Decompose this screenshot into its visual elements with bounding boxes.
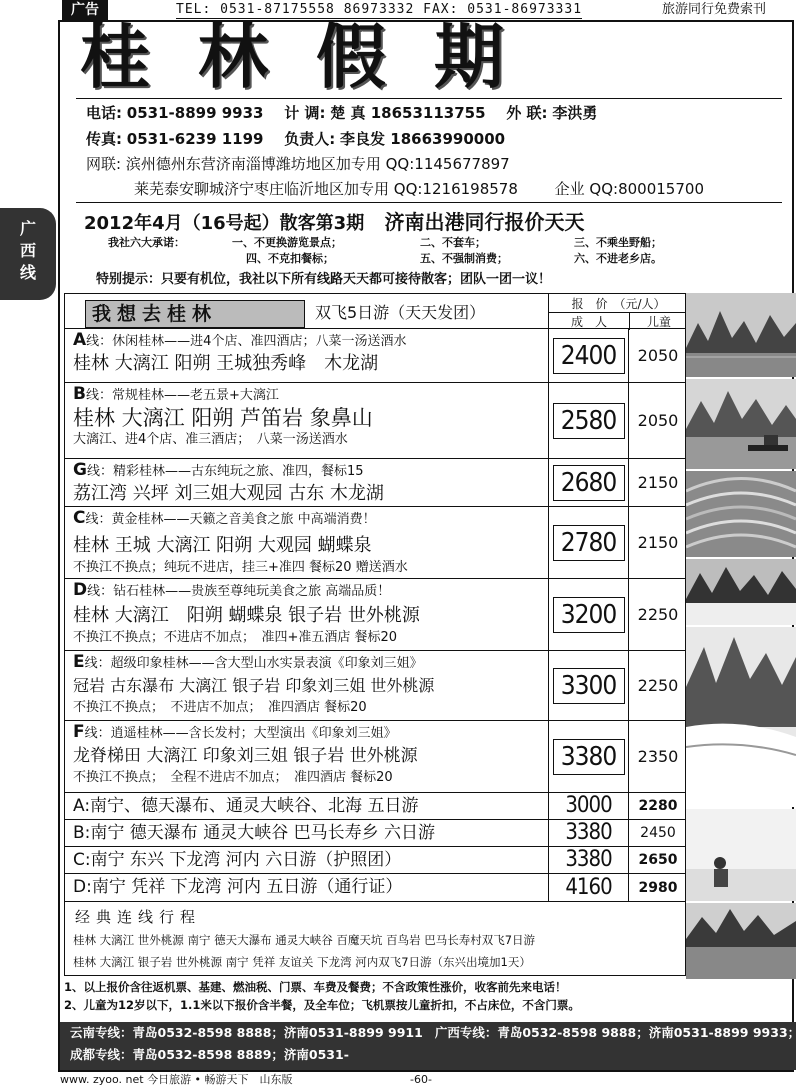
route-sights: 桂林 大漓江 阳朔 王城独秀峰 木龙湖: [73, 353, 379, 374]
hotline-row-1: [70, 1022, 800, 1044]
route-terms: 不换江不换点； 不进店不加点； 准四酒店 餐标20: [73, 700, 367, 715]
promise-4: 四、不克扣餐标；: [246, 252, 334, 265]
departure-headline: 济南出港同行报价天天: [384, 210, 585, 234]
yunnan-hotline: 云南专线：青岛0532-8598 8888；济南0531-8899 9911: [70, 1025, 423, 1040]
adult-price-cell: [548, 651, 628, 720]
contact-row-1: [86, 102, 597, 124]
footer: [60, 1072, 800, 1087]
promise-5: 五、不强制消费；: [420, 252, 508, 265]
child-price: 2050: [628, 329, 686, 382]
route-summary: D线：钻石桂林——贵族至尊纯玩美食之旅 高端品质！: [73, 580, 391, 600]
adult-price-cell: [548, 793, 628, 819]
page-number: -60-: [410, 1073, 432, 1086]
karst-peaks-photo: [686, 627, 796, 807]
price-header: [548, 294, 687, 330]
phone-value: 0531-8899 9933: [126, 104, 264, 122]
scenery-photos: [686, 293, 796, 981]
adult-price: 3380: [565, 847, 612, 872]
divider: [76, 202, 782, 203]
adult-price-cell: [548, 820, 628, 846]
route-sights: 桂林 大漓江 阳朔 蝴蝶泉 银子岩 世外桃源: [73, 605, 420, 626]
route-terms: 大漓江、进4个店、准三酒店； 八菜一汤送酒水: [73, 432, 348, 447]
footer-site: www. zyoo. net 今日旅游 • 畅游天下 山东版: [60, 1073, 293, 1086]
route-summary: A线：休闲桂林——进4个店、准四酒店；八菜一汤送酒水: [73, 330, 407, 350]
contact-row-3: [86, 153, 510, 175]
fax-value: 0531-6239 1199: [126, 130, 264, 148]
route-row-g: [64, 459, 686, 507]
chengdu-hotline: 成都专线：青岛0532-8598 8889；济南0531-: [70, 1047, 349, 1062]
classic-line-1: 桂林 大漓江 世外桃源 南宁 德天大瀑布 通灵大峡谷 百魔天坑 百鸟岩 巴马长寿村双飞7日游: [73, 933, 536, 947]
route-sights: 龙脊梯田 大漓江 印象刘三姐 银子岩 世外桃源: [73, 746, 418, 766]
route-summary: B线：常规桂林——老五景+大漓江: [73, 384, 279, 404]
foreign-label: 外 联:: [506, 104, 548, 122]
route-sights: A:南宁、德天瀑布、通灵大峡谷、北海 五日游: [73, 796, 419, 816]
child-price: 2050: [628, 383, 686, 458]
adult-price: 2400: [553, 338, 625, 374]
note-2: 2、儿童为12岁以下，1.1米以下报价含半餐，及全车位；飞机票按儿童折扣，不占床位，不含门票。: [64, 998, 580, 1012]
short-route-a: [64, 793, 686, 820]
promise-2: 二、不套车；: [420, 236, 486, 249]
adult-label: 成 人: [549, 312, 629, 330]
short-route-b: [64, 820, 686, 847]
classic-line-2: 桂林 大漓江 银子岩 世外桃源 南宁 凭祥 友谊关 下龙湾 河内双飞7日游（东兴出境加1天）: [73, 955, 531, 969]
rice-terrace-photo: [686, 471, 796, 557]
route-row-d: [64, 579, 686, 651]
owner-value: 李良发 18663990000: [340, 130, 506, 148]
short-route-d: [64, 874, 686, 902]
adult-price-cell: [548, 507, 628, 578]
route-summary: G线：精彩桂林——古东纯玩之旅、准四，餐标15: [73, 460, 364, 480]
li-river-photo: [686, 559, 796, 625]
foreign-value: 李洪勇: [552, 104, 598, 122]
sidetab-char-1: 广: [19, 219, 36, 238]
beach-photo: [686, 809, 796, 901]
adult-price-cell: [548, 721, 628, 792]
tour-table-header: [64, 293, 686, 329]
adult-price-cell: [548, 579, 628, 650]
promise-3: 三、不乘坐野船；: [574, 236, 662, 249]
guangxi-line-tab: [0, 208, 56, 300]
guangxi-hotline: 广西专线：青岛0532-8598 9888；济南0531-8899 9933；: [434, 1025, 800, 1040]
route-sights: C:南宁 东兴 下龙湾 河内 六日游（护照团）: [73, 850, 402, 870]
fax-label: 传真:: [86, 130, 122, 148]
route-row-a: [64, 329, 686, 383]
classic-routes: [64, 902, 686, 976]
adult-price: 4160: [565, 874, 612, 900]
route-summary: F线：逍遥桂林——含长发村；大型演出《印象刘三姐》: [73, 722, 397, 742]
promise-intro: 我社六大承诺：: [108, 236, 185, 249]
brand-title: 桂林假期: [80, 15, 552, 98]
route-row-b: [64, 383, 686, 459]
route-sights: 桂林 王城 大漓江 阳朔 大观园 蝴蝶泉: [73, 535, 372, 556]
adult-price: 3200: [553, 597, 625, 633]
net2-value: 莱芜泰安聊城济宁枣庄临沂地区加专用 QQ:1216198578: [134, 180, 518, 198]
net-label: 网联:: [86, 155, 122, 173]
adult-price: 2580: [553, 403, 625, 439]
route-summary: C线：黄金桂林——天籁之音美食之旅 中高端消费！: [73, 508, 376, 528]
adult-price: 3380: [565, 820, 612, 845]
sidetab-char-2: 西: [19, 241, 36, 260]
route-terms: 不换江不换点；纯玩不进店，挂三+准四 餐标20 赠送酒水: [73, 560, 408, 575]
bamboo-raft-photo: [686, 379, 796, 469]
adult-price: 2780: [553, 525, 625, 561]
child-price: 2980: [628, 874, 686, 901]
child-price: 2250: [628, 651, 686, 720]
river-sunset-photo: [686, 903, 796, 979]
note-1: 1、以上报价含往返机票、基建、燃油税、门票、车费及餐费；不含政策性涨价，收客前先来电话！: [64, 980, 567, 994]
karst-river-photo: [686, 293, 796, 377]
short-route-c: [64, 847, 686, 874]
route-row-f: [64, 721, 686, 793]
route-sights: 荔江湾 兴坪 刘三姐大观园 古东 木龙湖: [73, 483, 384, 504]
table-subtitle: 双飞5日游（天天发团）: [315, 303, 486, 322]
special-notice: 特别提示：只要有机位，我社以下所有线路天天都可接待散客；团队一团一议！: [96, 272, 552, 287]
route-sights: 桂林 大漓江 阳朔 芦笛岩 象鼻山: [73, 406, 373, 430]
tel-fax: TEL: 0531-87175558 86973332 FAX: 0531-86973331: [176, 2, 583, 17]
child-price: 2150: [628, 507, 686, 578]
route-row-c: [64, 507, 686, 579]
child-label: 儿童: [629, 312, 688, 330]
adult-price-cell: [548, 847, 628, 873]
route-row-e: [64, 651, 686, 721]
promise-6: 六、不进老乡店。: [574, 252, 662, 265]
adult-price-cell: [548, 459, 628, 506]
divider: [76, 98, 782, 99]
ad-tag: 广告: [62, 0, 108, 20]
child-price: 2450: [628, 820, 686, 846]
classic-title: 经典连线行程: [75, 908, 202, 926]
issue-headline: [84, 206, 584, 235]
adult-price: 3300: [553, 668, 625, 704]
child-price: 2150: [628, 459, 686, 506]
adult-price: 3380: [553, 739, 625, 775]
adult-price-cell: [548, 329, 628, 382]
child-price: 2650: [628, 847, 686, 873]
route-sights: 冠岩 古东瀑布 大漓江 银子岩 印象刘三姐 世外桃源: [73, 676, 435, 695]
dispatch-label: 计 调:: [284, 104, 326, 122]
contact-row-4: [134, 178, 704, 200]
adult-price-cell: [548, 383, 628, 458]
net-value: 滨州德州东营济南淄博潍坊地区加专用 QQ:1145677897: [125, 155, 510, 173]
route-sights: B:南宁 德天瀑布 通灵大峡谷 巴马长寿乡 六日游: [73, 823, 436, 843]
phone-label: 电话:: [86, 104, 122, 122]
owner-label: 负责人:: [284, 130, 336, 148]
adult-price: 3000: [565, 793, 612, 818]
table-title: 我想去桂林: [85, 300, 305, 328]
contact-row-2: [86, 128, 505, 150]
child-price: 2280: [628, 793, 686, 819]
issue-date: 2012年4月（16号起）散客第3期: [84, 213, 365, 234]
route-sights: D:南宁 凭祥 下龙湾 河内 五日游（通行证）: [73, 877, 403, 897]
route-summary: E线：超级印象桂林——含大型山水实景表演《印象刘三姐》: [73, 652, 423, 672]
booking-notes: [64, 978, 794, 1022]
corp-qq: 企业 QQ:800015700: [554, 180, 704, 198]
sidetab-char-3: 线: [19, 263, 36, 282]
route-terms: 不换江不换点；不进店不加点； 准四+准五酒店 餐标20: [73, 630, 398, 645]
dispatch-value: 楚 真 18653113755: [330, 104, 486, 122]
hotlines-bar: [60, 1022, 800, 1070]
free-index-label: 旅游同行免费索刊: [662, 2, 767, 17]
route-terms: 不换江不换点； 全程不进店不加点； 准四酒店 餐标20: [73, 770, 393, 785]
adult-price: 2680: [553, 465, 625, 501]
child-price: 2250: [628, 579, 686, 650]
child-price: 2350: [628, 721, 686, 792]
adult-price-cell: [548, 874, 628, 901]
promise-1: 一、不更换游览景点；: [232, 236, 342, 249]
price-label: 报 价 （元/人）: [571, 297, 666, 311]
